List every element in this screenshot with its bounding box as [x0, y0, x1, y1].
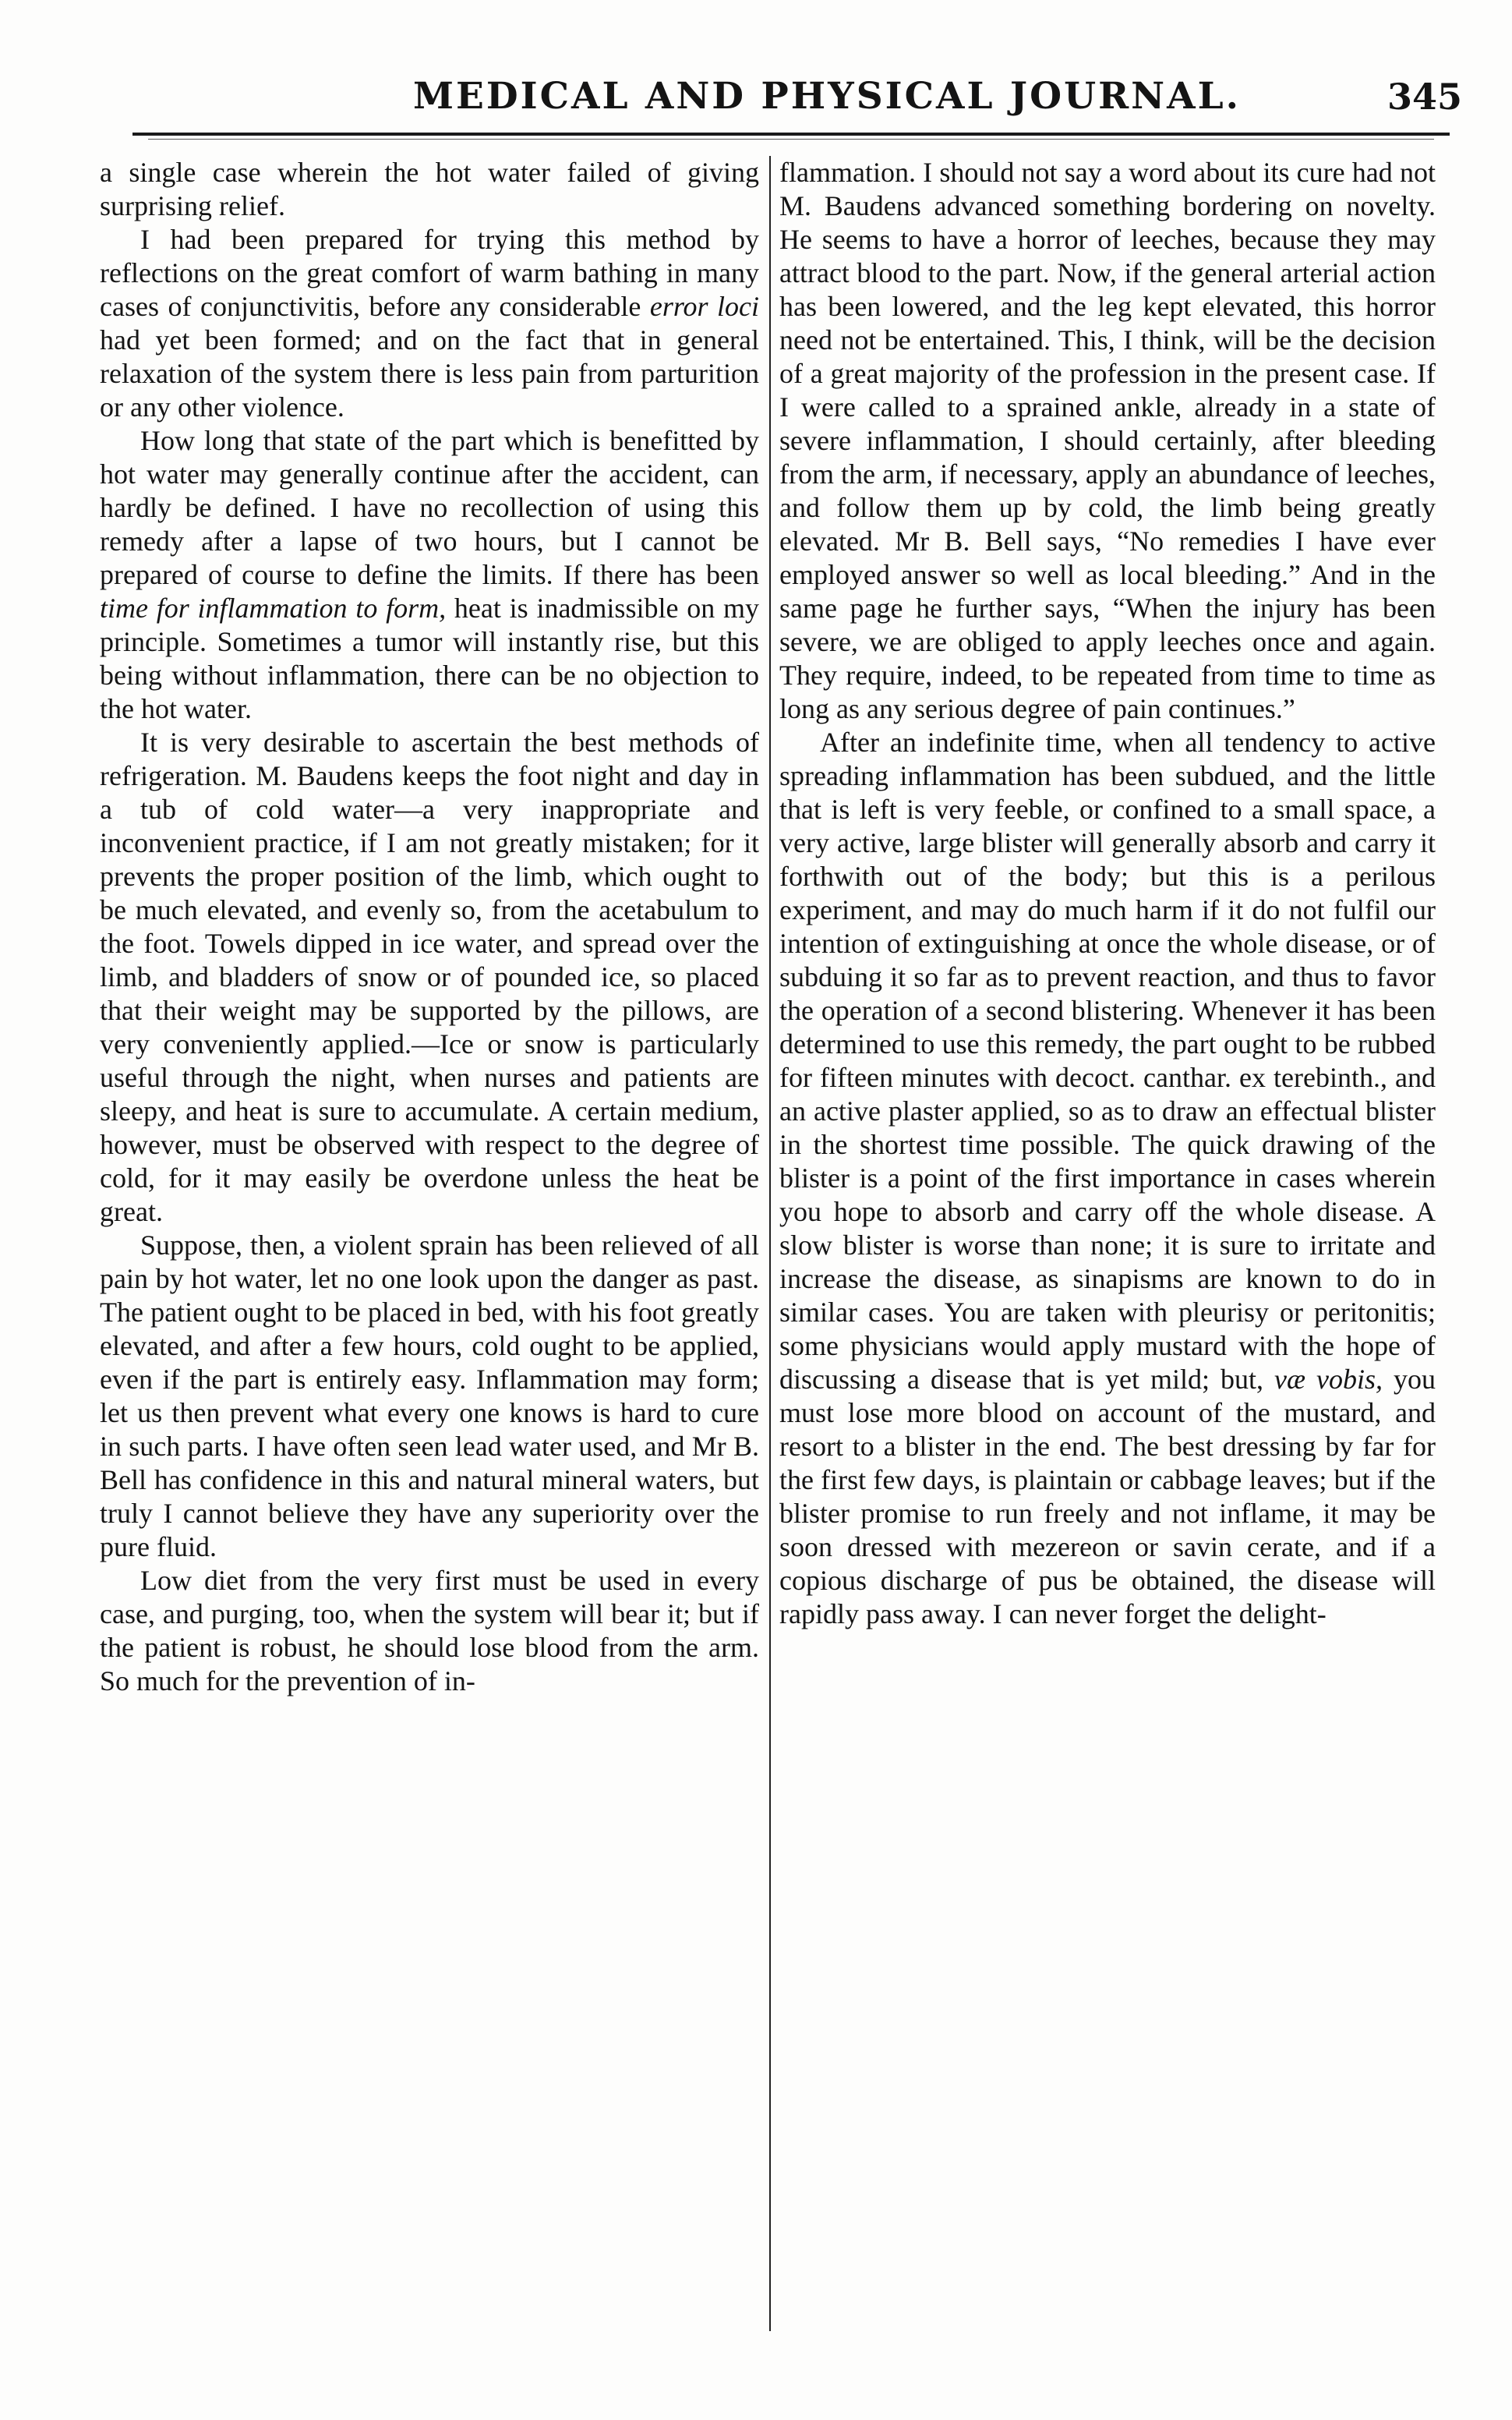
italic-phrase: væ vobis,	[1274, 1364, 1383, 1395]
paragraph	[779, 726, 1436, 1631]
header-rule	[132, 133, 1450, 136]
text-run: I had been prepared for trying this method by reflections on the great comfort of warm bathing in many cases of conjunctivitis, before any considerable	[100, 224, 759, 322]
paragraph: It is very desirable to ascertain the best methods of refrigeration. M. Baudens keeps the foot night and day in a tub of cold water—a very inappropriate and inconvenient practice, if I am not greatly mistaken; for it prevents the proper position of the limb, which ought to be much elevated, and evenly so, from the acetabulum to the foot. Towels dipped in ice water, and spread over the limb, and bladders of snow or of pounded ice, so placed that their weight may be supported by the pillows, are very conveniently applied.—Ice or snow is particularly useful through the night, when nurses and patients are sleepy, and heat is sure to accumulate. A certain medium, however, must be observed with respect to the degree of cold, for it may easily be overdone unless the heat be great.	[100, 727, 759, 1227]
text-run: How long that state of the part which is benefitted by hot water may generally continue after the accident, can hardly be defined. I have no recollection of using this remedy after a lapse of two hours, but I cannot be prepared of course to define the limits. If there has been	[100, 425, 759, 590]
paragraph	[100, 424, 759, 726]
paragraph: Low diet from the very first must be used in every case, and purging, too, when the system will bear it; but if the patient is robust, he should lose blood from the arm. So much for the prevention of in-	[100, 1565, 759, 1696]
paragraph	[100, 223, 759, 424]
paragraph: a single case wherein the hot water failed of giving surprising relief.	[100, 157, 759, 221]
paragraph: flammation. I should not say a word about its cure had not M. Baudens advanced something bordering on novelty. He seems to have a horror of leeches, because they may attract blood to the part. Now, if the general arterial action has been lowered, and the leg kept elevated, this horror need not be entertained. This, I think, will be the decision of a great majority of the profession in the present case. If I were called to a sprained ankle, already in a state of severe inflammation, I should certainly, after bleeding from the arm, if necessary, apply an abundance of leeches, and follow them up by cold, the limb being greatly elevated. Mr B. Bell says, “No remedies I have ever employed answer so well as local bleeding.” And in the same page he further says, “When the injury has been severe, we are obliged to apply leeches once and again. They require, indeed, to be repeated from time to time as long as any serious degree of pain continues.”	[779, 157, 1436, 724]
text-run: you must lose more blood on account of the mustard, and resort to a blister in the end. The best dressing by far for the first few days, is plaintain or cabbage leaves; but if the blister promise to run freely and not inflame, it may be soon dressed with mezereon or savin cerate, and if a copious discharge of pus be obtained, the disease will rapidly pass away. I can never forget the delight-	[779, 1364, 1436, 1629]
paragraph: Suppose, then, a violent sprain has been relieved of all pain by hot water, let no one look upon the danger as past. The patient ought to be placed in bed, with his foot greatly elevated, and after a few hours, cold ought to be applied, even if the part is entirely easy. Inflammation may form; let us then prevent what every one knows is hard to cure in such parts. I have often seen lead water used, and Mr B. Bell has confidence in this and natural mineral waters, but truly I cannot believe they have any superiority over the pure fluid.	[100, 1229, 759, 1562]
right-column	[779, 156, 1436, 2323]
text-run: had yet been formed; and on the fact that in general relaxation of the system there is less pain from parturition or any other violence.	[100, 324, 759, 423]
text-run: heat is inadmissible on my principle. Sometimes a tumor will instantly rise, but this being without inflammation, there can be no objection to the hot water.	[100, 593, 759, 724]
text-run: After an indefinite time, when all tendency to active spreading inflammation has been subdued, and the little that is left is very feeble, or confined to a small space, a very active, large blister will generally absorb and carry it forthwith out of the body; but this is a perilous experiment, and may do much harm if it do not fulfil our intention of extinguishing at once the whole disease, or of subduing it so far as to prevent reaction, and thus to favor the operation of a second blistering. Whenever it has been determined to use this remedy, the part ought to be rubbed for fifteen minutes with decoct. canthar. ex terebinth., and an active plaster applied, so as to draw an effectual blister in the shortest time possible. The quick drawing of the blister is a point of the first importance in cases wherein you hope to absorb and carry off the whole disease. A slow blister is worse than none; it is sure to irritate and increase the disease, as sinapisms are known to do in similar cases. You are taken with pleurisy or peritonitis; some physicians would apply mustard with the hope of discussing a disease that is yet mild; but,	[779, 727, 1436, 1395]
running-head-title: MEDICAL AND PHYSICAL JOURNAL.	[413, 75, 1241, 118]
column-divider	[769, 156, 771, 2331]
italic-phrase: time for inflammation to form,	[100, 593, 447, 624]
page-number: 345	[1387, 76, 1462, 118]
header-rule-thin	[148, 139, 1434, 140]
left-column	[100, 156, 759, 2323]
italic-phrase: error loci	[649, 291, 759, 322]
